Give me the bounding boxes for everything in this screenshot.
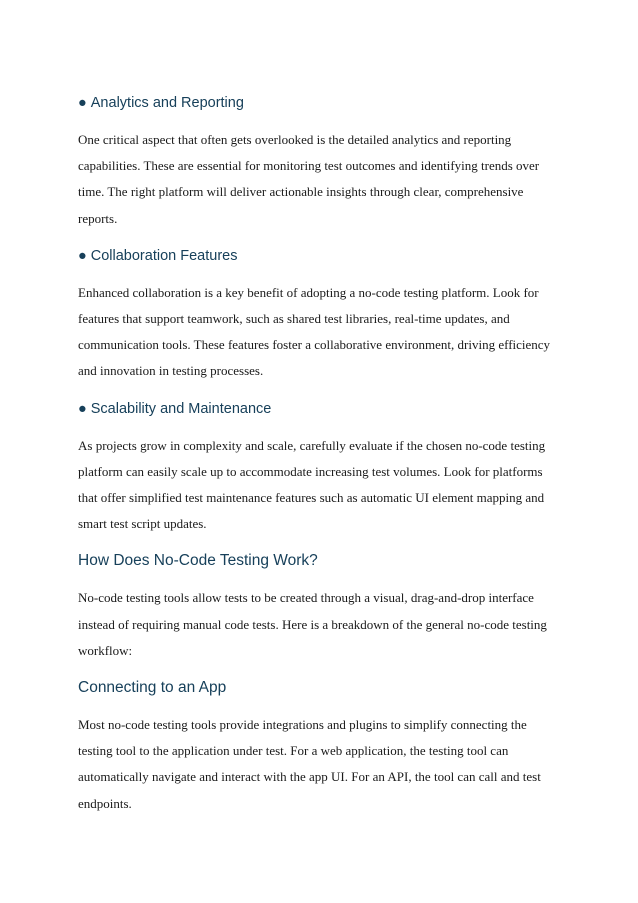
section-heading: Connecting to an App bbox=[78, 679, 227, 697]
section-heading-text: Analytics and Reporting bbox=[90, 95, 244, 111]
section-how-no-code-testing-works bbox=[78, 550, 578, 664]
section-paragraph: Enhanced collaboration is a key benefit of adopting a no-code testing platform. Look for features that support teamwork, such as shared test libraries, real-time updates, and communication tools. These features foster a collaborative environment, driving efficiency and innovation in testing processes. bbox=[78, 284, 551, 379]
section-heading: How Does No-Code Testing Work? bbox=[78, 552, 318, 570]
bullet-icon: ● bbox=[78, 95, 87, 111]
section-paragraph: One critical aspect that often gets overlooked is the detailed analytics and reporting capabilities. These are essential for monitoring test outcomes and identifying trends over time. The right platform will deliver actionable insights through clear, comprehensive reports. bbox=[78, 132, 540, 226]
section-connecting-to-app bbox=[78, 677, 578, 817]
section-heading-text: Collaboration Features bbox=[90, 247, 238, 264]
bullet-icon: ● bbox=[78, 247, 87, 264]
section-analytics-reporting bbox=[78, 92, 578, 232]
section-paragraph: Most no-code testing tools provide integrations and plugins to simplify connecting the testing tool to the application under test. For a web application, the testing tool can automatically navigate and interact with the app UI. For an API, the tool can call and test endpoints. bbox=[78, 717, 541, 811]
section-collaboration-features bbox=[78, 245, 578, 385]
section-scalability-maintenance bbox=[78, 398, 578, 538]
section-paragraph: No-code testing tools allow tests to be created through a visual, drag-and-drop interface instead of requiring manual code tests. Here is a breakdown of the general no-code testing workflow: bbox=[78, 590, 547, 658]
section-paragraph: As projects grow in complexity and scale, carefully evaluate if the chosen no-code testing platform can easily scale up to accommodate increasing test volumes. Look for platforms that offer simplified test maintenance features such as automatic UI element mapping and smart test script updates. bbox=[78, 437, 546, 532]
section-heading bbox=[78, 245, 578, 267]
section-heading bbox=[78, 92, 578, 114]
bullet-icon: ● bbox=[78, 400, 87, 417]
section-heading-text: Scalability and Maintenance bbox=[90, 400, 272, 417]
section-heading bbox=[78, 398, 578, 420]
